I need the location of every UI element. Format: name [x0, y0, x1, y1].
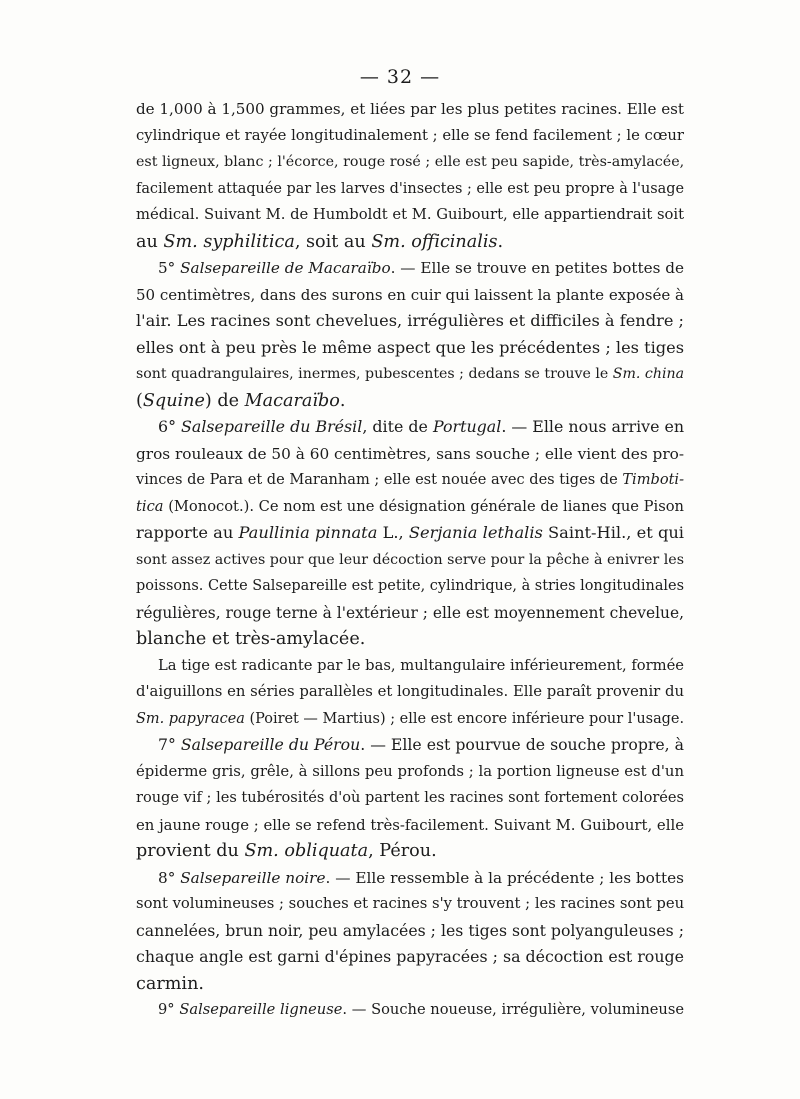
text-run: , soit au [294, 231, 372, 252]
text-line [136, 414, 684, 441]
italic-text: Sm. officinalis [371, 231, 498, 252]
text-run: chaque angle est garni d'épines papyracées ; sa décoction est rouge [136, 947, 684, 966]
text-line [136, 732, 684, 759]
text-run: rouge vif ; les tubérosités d'où partent les racines sont fortement colorées [136, 789, 684, 806]
text-run: médical. Suivant M. de Humboldt et M. Guibourt, elle appartiendrait soit [136, 206, 685, 223]
text-run: gros rouleaux de 50 à 60 centimètres, sans souche ; elle vient des pro- [136, 444, 684, 463]
text-run: 6° [158, 417, 182, 436]
text-line [136, 229, 684, 256]
text-run: (Monocot.). Ce nom est une désignation générale de lianes que Pison [163, 497, 684, 515]
text-line [136, 494, 684, 521]
text-line [136, 202, 684, 229]
text-line [136, 812, 684, 839]
text-run: en jaune rouge ; elle se refend très-facilement. Suivant M. Guibourt, elle [136, 815, 684, 834]
text-run: . — Elle se trouve en petites bottes de [390, 259, 684, 277]
text-run: épiderme gris, grêle, à sillons peu profonds ; la portion ligneuse est d'un [136, 762, 684, 780]
text-line [136, 838, 684, 865]
body-text [136, 96, 684, 1024]
text-run: cylindrique et rayée longitudinalement ; elle se fend facilement ; le cœur [136, 126, 684, 144]
text-run: au [136, 231, 164, 252]
text-line [136, 679, 684, 706]
text-line [136, 361, 684, 388]
italic-text: Salsepareille du Pérou [180, 735, 361, 754]
text-line [136, 335, 684, 362]
text-line [136, 308, 684, 335]
text-run: rapporte au [136, 523, 239, 542]
text-run: . — Elle est pourvue de souche propre, à [360, 735, 685, 754]
text-line [136, 547, 684, 574]
text-line [136, 759, 684, 786]
text-line [136, 123, 684, 150]
text-run: sont quadrangulaires, inermes, pubescentes ; dedans se trouve le [136, 366, 613, 382]
text-line [136, 626, 684, 653]
italic-text: tica [136, 497, 164, 515]
text-line [136, 971, 684, 998]
text-run: (Poiret — Martius) ; elle est encore inférieure pour l'usage. [244, 710, 685, 727]
text-run: 5° [158, 259, 181, 277]
text-line [136, 573, 684, 600]
text-run: L., [377, 523, 409, 542]
text-line [136, 388, 684, 415]
text-run: ( [136, 390, 143, 411]
text-run: 8° [158, 868, 181, 887]
text-run: 9° [158, 1001, 180, 1018]
text-run: . — Elle nous arrive en [501, 417, 685, 436]
italic-text: Sm. papyracea [136, 710, 245, 727]
text-run: . — Souche noueuse, irrégulière, volumineuse [342, 1001, 684, 1018]
italic-text: Timboti- [622, 471, 684, 488]
text-line [136, 706, 684, 733]
text-run: 7° [158, 735, 181, 754]
text-run: est ligneux, blanc ; l'écorce, rouge rosé ; elle est peu sapide, très-amylacée, [136, 154, 685, 170]
text-run: poissons. Cette Salsepareille est petite, cylindrique, à stries longitudinales [136, 578, 684, 594]
italic-text: Paullinia pinnata [238, 523, 378, 542]
text-line [136, 149, 684, 176]
text-line [136, 176, 684, 203]
text-line [136, 255, 684, 282]
text-run: régulières, rouge terne à l'extérieur ; elle est moyennement chevelue, [136, 603, 684, 622]
text-run: ) de [204, 390, 245, 411]
text-run: , dite de [362, 417, 433, 436]
text-line [136, 865, 684, 892]
text-line [136, 997, 684, 1024]
text-run: facilement attaquée par les larves d'insectes ; elle est peu propre à l'usage [136, 180, 684, 197]
text-run: sont volumineuses ; souches et racines s'y trouvent ; les racines sont peu [136, 895, 685, 912]
text-line [136, 282, 684, 309]
text-run: Saint-Hil., et qui [542, 523, 685, 542]
text-run: elles ont à peu près le même aspect que les précédentes ; les tiges [136, 337, 684, 357]
text-run: cannelées, brun noir, peu amylacées ; les tiges sont polyanguleuses ; [136, 920, 684, 940]
text-run: , Pérou. [368, 841, 437, 861]
italic-text: Portugal [432, 417, 502, 436]
text-line [136, 891, 684, 918]
italic-text: Sm. china [612, 366, 685, 382]
text-line [136, 520, 684, 547]
text-run: . [339, 390, 346, 411]
text-run: sont assez actives pour que leur décoction serve pour la pêche à enivrer les [136, 551, 684, 568]
italic-text: Salsepareille ligneuse [179, 1001, 343, 1018]
italic-text: Salsepareille du Brésil [181, 417, 363, 436]
page-number: — 32 — [359, 66, 441, 88]
text-run: . [497, 231, 504, 252]
text-line [136, 467, 684, 494]
text-run: provient du [136, 841, 245, 861]
text-run: 50 centimètres, dans des surons en cuir qui laissent la plante exposée à [136, 285, 684, 304]
text-run: . — Elle ressemble à la précédente ; les bottes [325, 868, 685, 887]
italic-text: Serjania lethalis [408, 523, 543, 542]
italic-text: Squine [142, 390, 205, 411]
text-line [136, 918, 684, 945]
italic-text: Salsepareille noire [180, 868, 326, 887]
text-run: La tige est radicante par le bas, multangulaire inférieurement, formée [158, 656, 684, 674]
italic-text: Sm. syphilitica [163, 231, 295, 252]
text-run: carmin. [136, 973, 204, 994]
text-run: l'air. Les racines sont chevelues, irrégulières et difficiles à fendre ; [136, 311, 684, 330]
italic-text: Sm. obliquata [244, 841, 369, 861]
text-line [136, 653, 684, 680]
text-line [136, 96, 684, 123]
text-run: blanche et très-amylacée. [136, 629, 366, 649]
text-run: vinces de Para et de Maranham ; elle est nouée avec des tiges de [136, 471, 623, 488]
text-run: d'aiguillons en séries parallèles et longitudinales. Elle paraît provenir du [136, 683, 684, 700]
italic-text: Macaraïbo [244, 390, 340, 411]
text-line [136, 785, 684, 812]
text-line [136, 600, 684, 627]
italic-text: Salsepareille de Macaraïbo [180, 259, 391, 277]
text-line [136, 944, 684, 971]
text-line [136, 441, 684, 468]
text-run: de 1,000 à 1,500 grammes, et liées par les plus petites racines. Elle est [136, 100, 684, 118]
